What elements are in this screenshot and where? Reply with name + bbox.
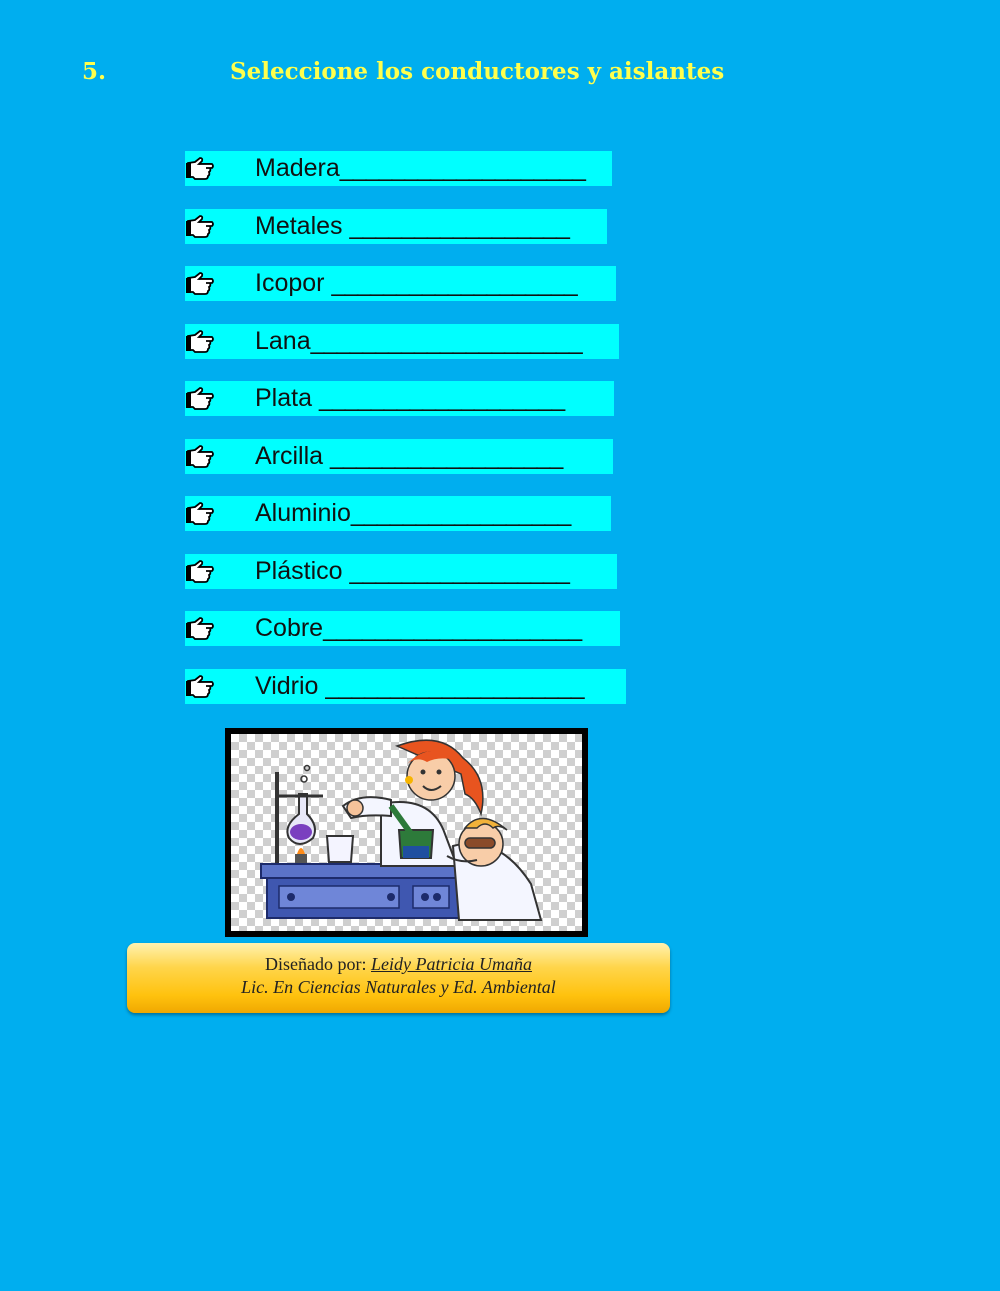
answer-blank[interactable]: __________________ <box>330 441 563 470</box>
pointing-hand-icon <box>185 268 215 298</box>
question-number: 5. <box>82 58 107 85</box>
item-label: Plata <box>255 384 319 412</box>
item-label: Arcilla <box>255 441 331 470</box>
answer-blank[interactable]: _________________ <box>350 499 571 527</box>
pointing-hand-icon <box>185 153 215 183</box>
pointing-hand-icon <box>185 326 215 356</box>
answer-blank[interactable]: _____________________ <box>310 326 582 355</box>
answer-blank[interactable]: _________________ <box>349 211 569 240</box>
scientists-clipart <box>231 734 582 931</box>
pointing-hand-icon <box>185 441 215 471</box>
pointing-hand-icon <box>185 671 215 701</box>
pointing-hand-icon <box>185 613 215 643</box>
answer-blank[interactable]: ____________________ <box>325 671 584 700</box>
author-degree: Lic. En Ciencias Naturales y Ed. Ambiental <box>241 977 556 997</box>
item-label: Metales <box>255 211 350 240</box>
answer-blank[interactable]: _________________ <box>349 556 569 585</box>
pointing-hand-icon <box>185 498 215 528</box>
answer-blank[interactable]: ____________________ <box>323 614 582 642</box>
item-label: Plástico <box>255 556 350 585</box>
pointing-hand-icon <box>185 211 215 241</box>
item-label: Madera <box>255 154 340 182</box>
answer-blank[interactable]: ___________________ <box>318 384 565 412</box>
author-link[interactable]: Leidy Patricia Umaña <box>371 954 532 974</box>
answer-blank[interactable]: ___________________ <box>339 154 585 182</box>
question-header <box>0 58 1000 94</box>
item-label: Aluminio <box>255 499 351 527</box>
item-label: Vidrio <box>255 671 326 700</box>
credit-box <box>127 943 670 1013</box>
answer-blank[interactable]: ___________________ <box>331 269 577 297</box>
credit-prefix: Diseñado por: <box>265 954 371 974</box>
laboratory-illustration <box>225 728 588 937</box>
item-label: Lana <box>255 326 311 355</box>
question-title: Seleccione los conductores y aislantes <box>230 58 725 85</box>
item-label: Icopor <box>255 269 332 297</box>
pointing-hand-icon <box>185 556 215 586</box>
item-label: Cobre <box>255 614 324 642</box>
pointing-hand-icon <box>185 383 215 413</box>
